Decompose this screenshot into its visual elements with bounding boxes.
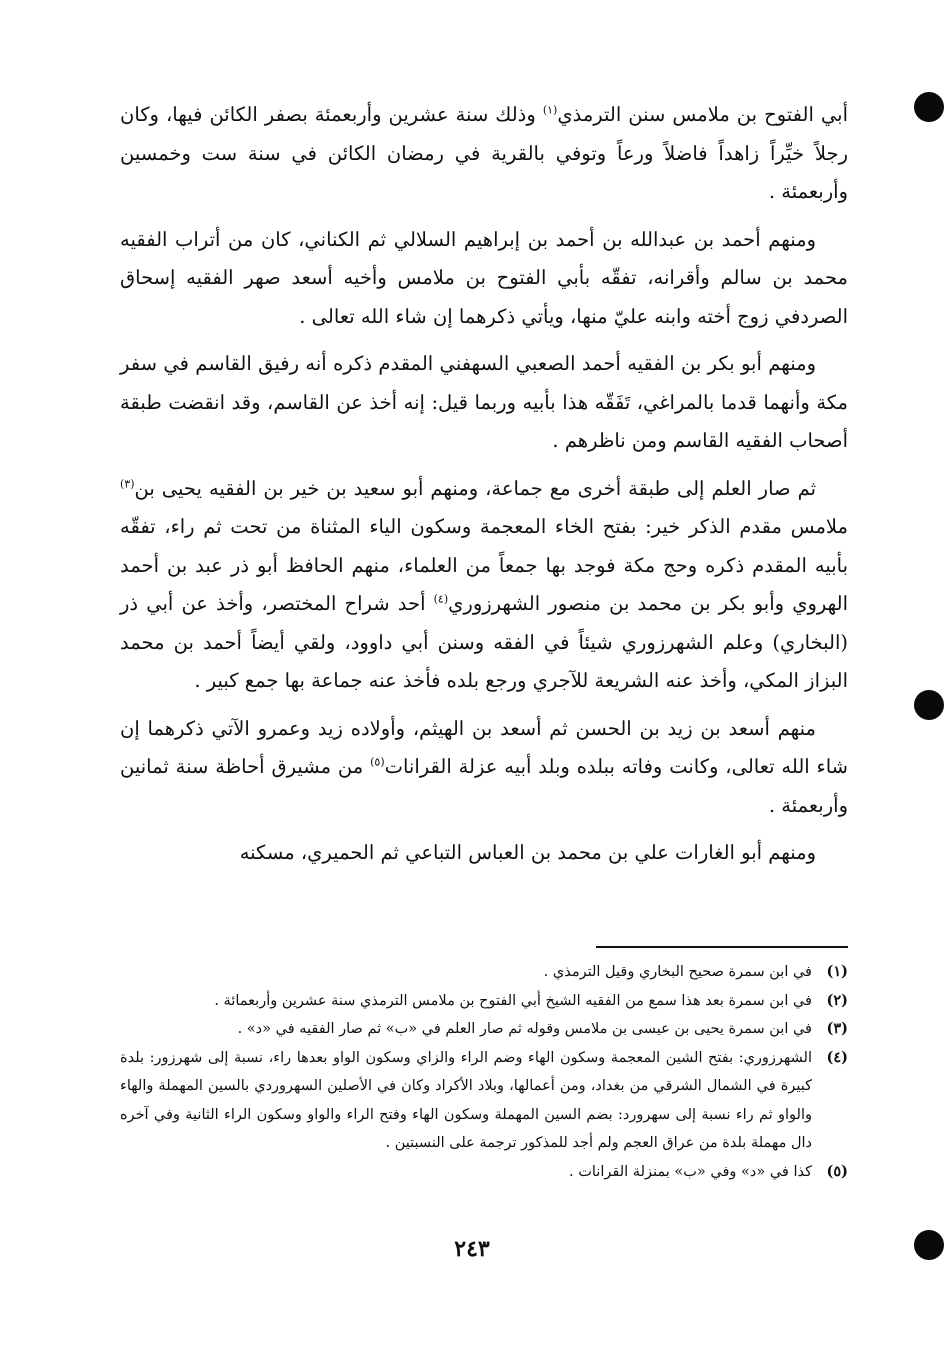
main-text bbox=[120, 96, 848, 882]
footnote-number: (٢) bbox=[826, 991, 848, 1009]
paragraph-2: ومنهم أحمد بن عبدالله بن أحمد بن إبراهيم السلالي ثم الكناني، كان من أتراب الفقيه محمد بن سالم وأقرانه، تفقّه بأبي الفتوح بن ملامس وأخيه أسعد صهر الفقيه إسحاق الصردفي زوج أخته وابنه عليّ منها، ويأتي ذكرهما إن شاء الله تعالى . bbox=[120, 227, 848, 328]
footnote-text: كذا في «د» وفي «ب» بمنزلة القرانات . bbox=[569, 1163, 812, 1180]
footnote-3 bbox=[120, 1015, 848, 1044]
paragraph-6: ومنهم أبو الغارات علي بن محمد بن العباس التباعي ثم الحميري، مسكنه bbox=[239, 841, 816, 864]
footnote-2 bbox=[120, 987, 848, 1016]
paragraph-5-text-b: من مشيرق أحاظة سنة ثمانين وأربعمئة . bbox=[120, 755, 848, 817]
paragraph-4-text-b: ملامس مقدم الذكر خير: بفتح الخاء المعجمة وسكون الياء المثناة من تحت ثم راء، تفقّه بأبيه المقدم ذكره وحج مكة فوجد بها جمعاً من العلماء، منهم الحافظ أبو ذر عبد بن أحمد الهروي وأبو بكر بن محمد بن منصور الشهرزوري bbox=[120, 515, 848, 615]
punch-hole-middle bbox=[914, 690, 944, 720]
footnote-text: في ابن سمرة يحيى بن عيسى بن ملامس وقوله ثم صار العلم في «ب» ثم صار الفقيه في «د» . bbox=[237, 1021, 812, 1037]
footnotes bbox=[120, 958, 848, 1186]
footnote-text: في ابن سمرة صحيح البخاري وقيل الترمذي . bbox=[543, 964, 812, 980]
paragraph-1-text-b: وذلك سنة عشرين وأربعمئة بصفر الكائن فيها، وكان رجلاً خيِّراً زاهداً فاضلاً ورعاً وتوفي بالقرية في رمضان الكائن في سنة ست وخمسين وأربعمئة . bbox=[120, 103, 848, 203]
footnote-ref-3: (٣) bbox=[120, 477, 135, 490]
footnote-number: (١) bbox=[826, 963, 848, 980]
punch-hole-top bbox=[914, 92, 944, 122]
footnote-text: في ابن سمرة بعد هذا سمع من الفقيه الشيخ أبي الفتوح بن ملامس الترمذي سنة عشرين وأربعمائة . bbox=[214, 992, 812, 1009]
footnote-ref-4: (٤) bbox=[433, 592, 449, 606]
paragraph-5-text-a: منهم أسعد بن زيد بن الحسن ثم أسعد بن الهيثم، وأولاده زيد وعمرو الآتي ذكرهما إن شاء الله تعالى، وكانت وفاته ببلده وبلد أبيه عزلة القرانات bbox=[120, 716, 848, 778]
footnote-number: (٣) bbox=[826, 1020, 848, 1037]
footnote-5 bbox=[120, 1158, 848, 1187]
paragraph-4 bbox=[120, 470, 848, 701]
paragraph-4-text-a: ثم صار العلم إلى طبقة أخرى مع جماعة، ومنهم أبو سعيد بن خير بن الفقيه يحيى بن bbox=[134, 476, 816, 500]
footnote-divider bbox=[596, 946, 848, 948]
paragraph-1-text-a: أبي الفتوح بن ملامس سنن الترمذي bbox=[557, 103, 848, 126]
page-number: ٢٤٣ bbox=[454, 1236, 490, 1262]
paragraph-3: ومنهم أبو بكر بن الفقيه أحمد الصعبي السهفني المقدم ذكره أنه رفيق القاسم في سفر مكة وأنهما قدما بالمراغي، تَفَقّه هذا بأبيه وربما قيل: إنه أخذ عن القاسم، وقد انقضت طبقة أصحاب الفقيه القاسم ومن ناظرهم . bbox=[120, 352, 848, 452]
footnote-4 bbox=[120, 1044, 848, 1158]
footnote-ref-1: (١) bbox=[542, 103, 558, 117]
footnote-number: (٤) bbox=[826, 1048, 848, 1066]
paragraph-1 bbox=[120, 96, 848, 212]
paragraph-5 bbox=[120, 710, 848, 826]
footnote-ref-5: (٥) bbox=[370, 755, 385, 769]
footnote-number: (٥) bbox=[826, 1162, 848, 1180]
footnote-1 bbox=[120, 958, 848, 987]
footnote-text: الشهرزوري: بفتح الشين المعجمة وسكون الهاء وضم الراء والزاي وسكون الواو بعدها راء، نسبة إلى شهرزور: بلدة كبيرة في الشمال الشرقي من بغداد، ومن أعمالها، وبلاد الأكراد وكان في الأصلين السهروردي بالسين المهملة والهاء والواو ثم راء نسبة إلى سهرورد: بضم السين المهملة وسكون الهاء وفتح الراء والواو وسكون الراء الثانية وفي آخره دال مهملة بلدة من عراق العجم ولم أجد للمذكور ترجمة على النسبتين . bbox=[120, 1049, 812, 1151]
paragraph-4-text-c: أحد شراح المختصر، وأخذ عن أبي ذر (البخاري) وعلم الشهرزوري شيئاً في الفقه وسنن أبي داوود، ولقي أيضاً أحمد بن محمد البزاز المكي، وأخذ عنه الشريعة للآجري ورجع بلده فأخذ عنه جماعة بها جمع كبير . bbox=[120, 592, 848, 692]
